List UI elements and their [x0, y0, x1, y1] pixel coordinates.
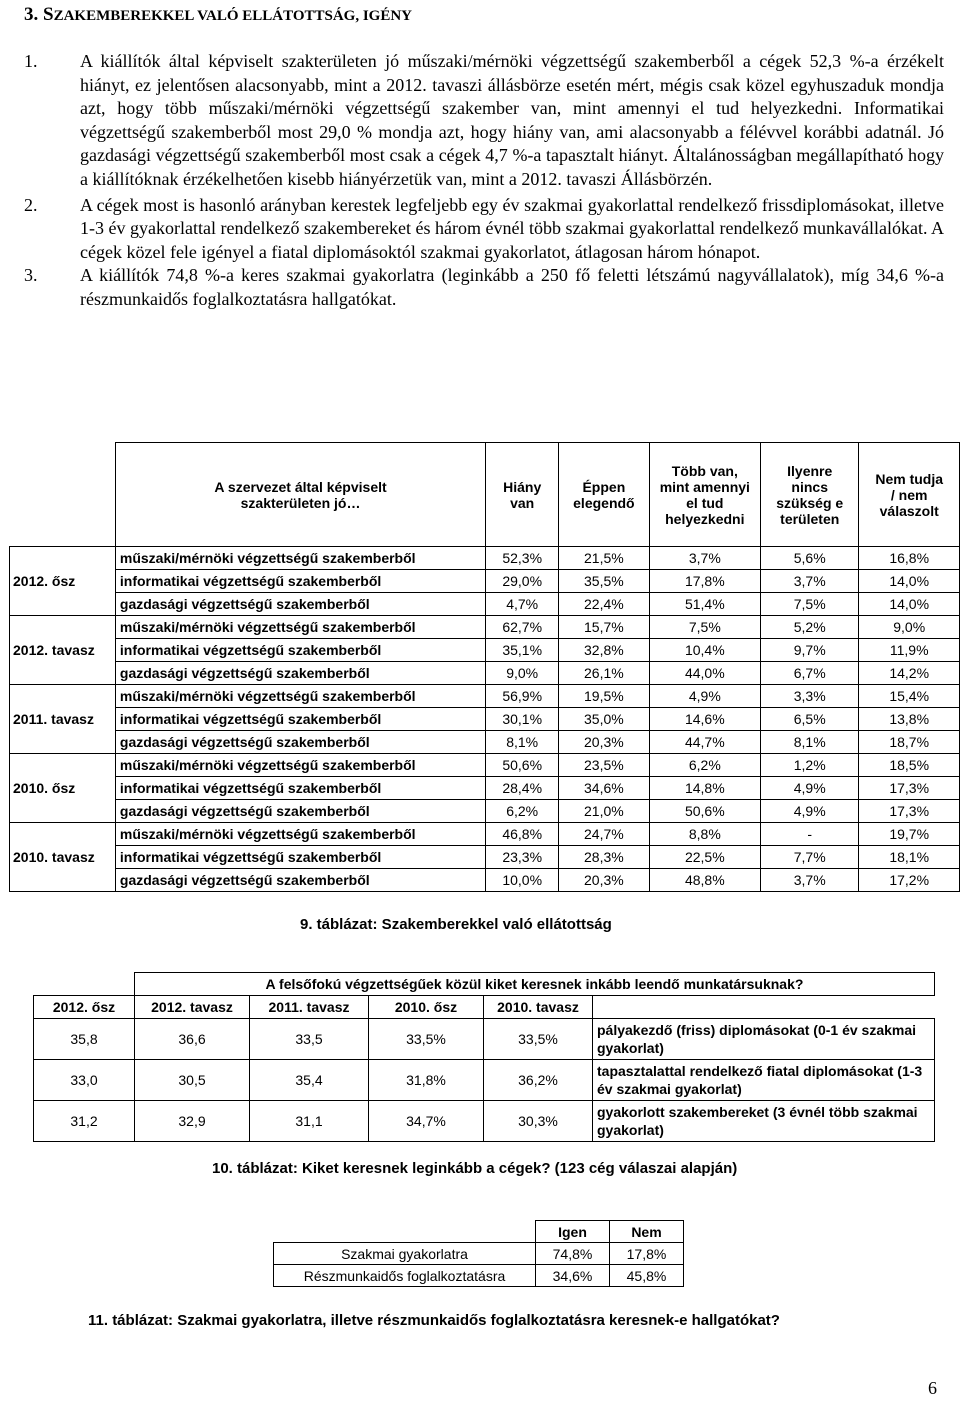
table-row	[10, 662, 960, 685]
cell-value: 19,5%	[559, 685, 649, 708]
cell-value: 23,5%	[559, 754, 649, 777]
cell-value: 23,3%	[486, 846, 559, 869]
category-label: gazdasági végzettségű szakemberből	[115, 869, 485, 892]
table-row	[10, 777, 960, 800]
header-period: 2011. tavasz	[250, 996, 369, 1019]
cell-value: 21,5%	[559, 547, 649, 570]
category-label: gazdasági végzettségű szakemberből	[115, 662, 485, 685]
cell-value: 28,4%	[486, 777, 559, 800]
period-header-blank	[10, 443, 116, 547]
table-row	[34, 1101, 935, 1142]
table-title-row	[34, 973, 935, 996]
table-10-title: A felsőfokú végzettségűek közül kiket keresnek inkább leendő munkatársuknak?	[135, 973, 935, 996]
cell-value: 5,6%	[761, 547, 859, 570]
header-period: 2012. tavasz	[135, 996, 250, 1019]
cell-value: 44,7%	[649, 731, 760, 754]
cell-value: 4,9%	[761, 800, 859, 823]
header-sufficient: Éppen elegendő	[559, 443, 649, 547]
cell-value: 34,6%	[559, 777, 649, 800]
row-label: Részmunkaidős foglalkoztatásra	[274, 1265, 536, 1287]
cell-value: 3,3%	[761, 685, 859, 708]
cell-value: 74,8%	[536, 1243, 610, 1265]
table-row	[274, 1265, 684, 1287]
header-period: 2012. ősz	[34, 996, 135, 1019]
cell-value: 31,1	[250, 1101, 369, 1142]
category-label: gazdasági végzettségű szakemberből	[115, 800, 485, 823]
cell-value: 20,3%	[559, 731, 649, 754]
cell-value: 14,2%	[859, 662, 960, 685]
row-description: tapasztalattal rendelkező fiatal diplomásokat (1-3 év szakmai gyakorlat)	[593, 1060, 935, 1101]
cell-value: 3,7%	[761, 869, 859, 892]
table-header-row	[10, 443, 960, 547]
table-9-body	[10, 547, 960, 892]
category-label: informatikai végzettségű szakemberből	[115, 639, 485, 662]
section-heading	[24, 4, 412, 26]
cell-value: 6,2%	[649, 754, 760, 777]
cell-value: 8,8%	[649, 823, 760, 846]
table-row	[10, 616, 960, 639]
table-row	[10, 708, 960, 731]
cell-value: 50,6%	[649, 800, 760, 823]
cell-value: 21,0%	[559, 800, 649, 823]
category-label: informatikai végzettségű szakemberből	[115, 777, 485, 800]
cell-value: 8,1%	[761, 731, 859, 754]
cell-value: 18,5%	[859, 754, 960, 777]
cell-value: 36,6	[135, 1019, 250, 1060]
header-period: 2010. ősz	[369, 996, 484, 1019]
list-item-number: 1.	[24, 51, 38, 71]
cell-value: 33,5%	[369, 1019, 484, 1060]
cell-value: 34,6%	[536, 1265, 610, 1287]
category-label: műszaki/mérnöki végzettségű szakemberből	[115, 754, 485, 777]
heading-number: 3. S	[24, 4, 54, 25]
cell-value: 16,8%	[859, 547, 960, 570]
cell-value: 8,1%	[486, 731, 559, 754]
header-yes: Igen	[536, 1221, 610, 1243]
header-period: 2010. tavasz	[484, 996, 593, 1019]
table-row	[10, 754, 960, 777]
cell-value: 30,3%	[484, 1101, 593, 1142]
category-label: gazdasági végzettségű szakemberből	[115, 731, 485, 754]
cell-value: -	[761, 823, 859, 846]
cell-value: 52,3%	[486, 547, 559, 570]
cell-value: 45,8%	[610, 1265, 684, 1287]
header-shortage: Hiány van	[486, 443, 559, 547]
cell-value: 51,4%	[649, 593, 760, 616]
cell-value: 15,4%	[859, 685, 960, 708]
category-label: informatikai végzettségű szakemberből	[115, 570, 485, 593]
cell-value: 15,7%	[559, 616, 649, 639]
table-row	[10, 570, 960, 593]
cell-value: 17,3%	[859, 777, 960, 800]
cell-value: 7,7%	[761, 846, 859, 869]
table-row	[274, 1243, 684, 1265]
cell-value: 46,8%	[486, 823, 559, 846]
table-header-row	[274, 1221, 684, 1243]
cell-value: 17,2%	[859, 869, 960, 892]
cell-value: 14,8%	[649, 777, 760, 800]
category-label: műszaki/mérnöki végzettségű szakemberből	[115, 823, 485, 846]
table-10-whom-they-seek	[33, 972, 935, 1142]
period-label: 2010. tavasz	[10, 823, 116, 892]
row-label: Szakmai gyakorlatra	[274, 1243, 536, 1265]
cell-value: 14,0%	[859, 570, 960, 593]
cell-value: 44,0%	[649, 662, 760, 685]
list-item	[24, 194, 944, 265]
cell-value: 17,3%	[859, 800, 960, 823]
cell-value: 19,7%	[859, 823, 960, 846]
list-item-text: A cégek most is hasonló arányban kerestek legfeljebb egy év szakmai gyakorlattal rendelkező frissdiplomásokat, illetve 1-3 év gyakorlattal rendelkező szakembereket és három évnél több szakmai gyakorlattal rendelkező munkavállalókat. A cégek közel fele igényel a fiatal diplomásoktól szakmai gyakorlatot, átlagosan három hónapot.	[80, 194, 944, 262]
table-row	[10, 800, 960, 823]
table-9-caption: 9. táblázat: Szakemberekkel való ellátottság	[300, 916, 612, 933]
cell-value: 33,0	[34, 1060, 135, 1101]
cell-value: 24,7%	[559, 823, 649, 846]
cell-value: 6,7%	[761, 662, 859, 685]
cell-value: 17,8%	[610, 1243, 684, 1265]
cell-value: 50,6%	[486, 754, 559, 777]
category-label: műszaki/mérnöki végzettségű szakemberből	[115, 685, 485, 708]
table-11-caption: 11. táblázat: Szakmai gyakorlatra, illetve részmunkaidős foglalkoztatásra keresnek-e hallgatókat?	[88, 1312, 780, 1329]
cell-value: 14,6%	[649, 708, 760, 731]
list-item	[24, 264, 944, 311]
cell-value: 1,2%	[761, 754, 859, 777]
category-label: műszaki/mérnöki végzettségű szakemberből	[115, 547, 485, 570]
cell-value: 11,9%	[859, 639, 960, 662]
cell-value: 29,0%	[486, 570, 559, 593]
cell-value: 4,7%	[486, 593, 559, 616]
cell-value: 10,0%	[486, 869, 559, 892]
period-label: 2012. ősz	[10, 547, 116, 616]
row-description: gyakorlott szakembereket (3 évnél több szakmai gyakorlat)	[593, 1101, 935, 1142]
category-label: informatikai végzettségű szakemberből	[115, 708, 485, 731]
table-row	[34, 1019, 935, 1060]
list-item-number: 2.	[24, 194, 38, 215]
cell-value: 4,9%	[649, 685, 760, 708]
period-label: 2012. tavasz	[10, 616, 116, 685]
cell-value: 28,3%	[559, 846, 649, 869]
cell-value: 9,7%	[761, 639, 859, 662]
cell-value: 35,0%	[559, 708, 649, 731]
table-row	[10, 846, 960, 869]
category-label: informatikai végzettségű szakemberből	[115, 846, 485, 869]
cell-value: 48,8%	[649, 869, 760, 892]
table-row	[10, 731, 960, 754]
table-row	[10, 685, 960, 708]
cell-value: 31,2	[34, 1101, 135, 1142]
table-row	[10, 547, 960, 570]
cell-value: 5,2%	[761, 616, 859, 639]
table-row	[10, 823, 960, 846]
cell-value: 9,0%	[486, 662, 559, 685]
cell-value: 7,5%	[761, 593, 859, 616]
cell-value: 26,1%	[559, 662, 649, 685]
cell-value: 35,1%	[486, 639, 559, 662]
cell-value: 35,5%	[559, 570, 649, 593]
cell-value: 13,8%	[859, 708, 960, 731]
cell-value: 3,7%	[649, 547, 760, 570]
table-row	[10, 593, 960, 616]
cell-value: 4,9%	[761, 777, 859, 800]
header-blank	[593, 996, 935, 1019]
table-10-body	[34, 1019, 935, 1142]
cell-value: 22,5%	[649, 846, 760, 869]
cell-value: 3,7%	[761, 570, 859, 593]
table-row	[34, 1060, 935, 1101]
cell-value: 18,7%	[859, 731, 960, 754]
list-item-number: 3.	[24, 265, 38, 286]
cell-value: 9,0%	[859, 616, 960, 639]
cell-value: 56,9%	[486, 685, 559, 708]
page-number: 6	[928, 1378, 937, 1398]
header-not-needed: Ilyenre nincs szükség e területen	[761, 443, 859, 547]
header-field: A szervezet által képviselt szakterületen jó…	[115, 443, 485, 547]
cell-value: 10,4%	[649, 639, 760, 662]
cell-value: 7,5%	[649, 616, 760, 639]
cell-value: 30,5	[135, 1060, 250, 1101]
cell-value: 14,0%	[859, 593, 960, 616]
cell-value: 33,5%	[484, 1019, 593, 1060]
cell-value: 33,5	[250, 1019, 369, 1060]
cell-value: 32,9	[135, 1101, 250, 1142]
cell-value: 36,2%	[484, 1060, 593, 1101]
cell-value: 20,3%	[559, 869, 649, 892]
header-blank	[274, 1221, 536, 1243]
period-label: 2011. tavasz	[10, 685, 116, 754]
cell-value: 35,8	[34, 1019, 135, 1060]
findings-list	[24, 50, 944, 312]
title-spacer	[34, 973, 135, 996]
cell-value: 18,1%	[859, 846, 960, 869]
cell-value: 34,7%	[369, 1101, 484, 1142]
cell-value: 17,8%	[649, 570, 760, 593]
header-no-answer: Nem tudja / nem válaszolt	[859, 443, 960, 547]
table-row	[10, 639, 960, 662]
table-header-row	[34, 996, 935, 1019]
cell-value: 35,4	[250, 1060, 369, 1101]
header-surplus: Több van, mint amennyi el tud helyezkedni	[649, 443, 760, 547]
list-item-text: A kiállítók 74,8 %-a keres szakmai gyakorlatra (leginkább a 250 fő feletti létszámú nagyvállalatok), míg 34,6 %-a részmunkaidős foglalkoztatásra hallgatókat.	[80, 265, 944, 309]
cell-value: 31,8%	[369, 1060, 484, 1101]
cell-value: 6,5%	[761, 708, 859, 731]
heading-text: ZAKEMBEREKKEL VALÓ ELLÁTOTTSÁG, IGÉNY	[53, 8, 413, 24]
row-description: pályakezdő (friss) diplomásokat (0-1 év szakmai gyakorlat)	[593, 1019, 935, 1060]
table-10-caption: 10. táblázat: Kiket keresnek leginkább a cégek? (123 cég válaszai alapján)	[212, 1160, 738, 1177]
table-9-specialist-supply	[9, 442, 960, 892]
cell-value: 62,7%	[486, 616, 559, 639]
cell-value: 30,1%	[486, 708, 559, 731]
header-no: Nem	[610, 1221, 684, 1243]
table-11-internship-parttime	[273, 1220, 684, 1287]
list-item	[24, 50, 944, 192]
category-label: műszaki/mérnöki végzettségű szakemberből	[115, 616, 485, 639]
cell-value: 22,4%	[559, 593, 649, 616]
table-row	[10, 869, 960, 892]
list-item-text: A kiállítók által képviselt szakterületen jó műszaki/mérnöki végzettségű szakemberből a cégek 52,3 %-a érzékelt hiányt, ez jelentősen alacsonyabb, mint a 2012. tavaszi állásbörze esetén mért, mégis csak közel egyhuszaduk mondja azt, hogy több műszaki/mérnöki végzettségű szakember van, mint amennyi el tud helyezkedni. Informatikai végzettségű szakemberből most 29,0 % mondja azt, hogy hiány van, ami alacsonyabb a félévvel korábbi adatnál. Jó gazdasági végzettségű szakemberből most csak a cégek 4,7 %-a tapasztalt hiányt. Általánosságban megállapítható hogy a kiállítóknak érzékelhetően kisebb hiányérzetük van, mint a 2012. tavaszi Állásbörzén.	[80, 51, 944, 189]
category-label: gazdasági végzettségű szakemberből	[115, 593, 485, 616]
cell-value: 32,8%	[559, 639, 649, 662]
period-label: 2010. ősz	[10, 754, 116, 823]
cell-value: 6,2%	[486, 800, 559, 823]
